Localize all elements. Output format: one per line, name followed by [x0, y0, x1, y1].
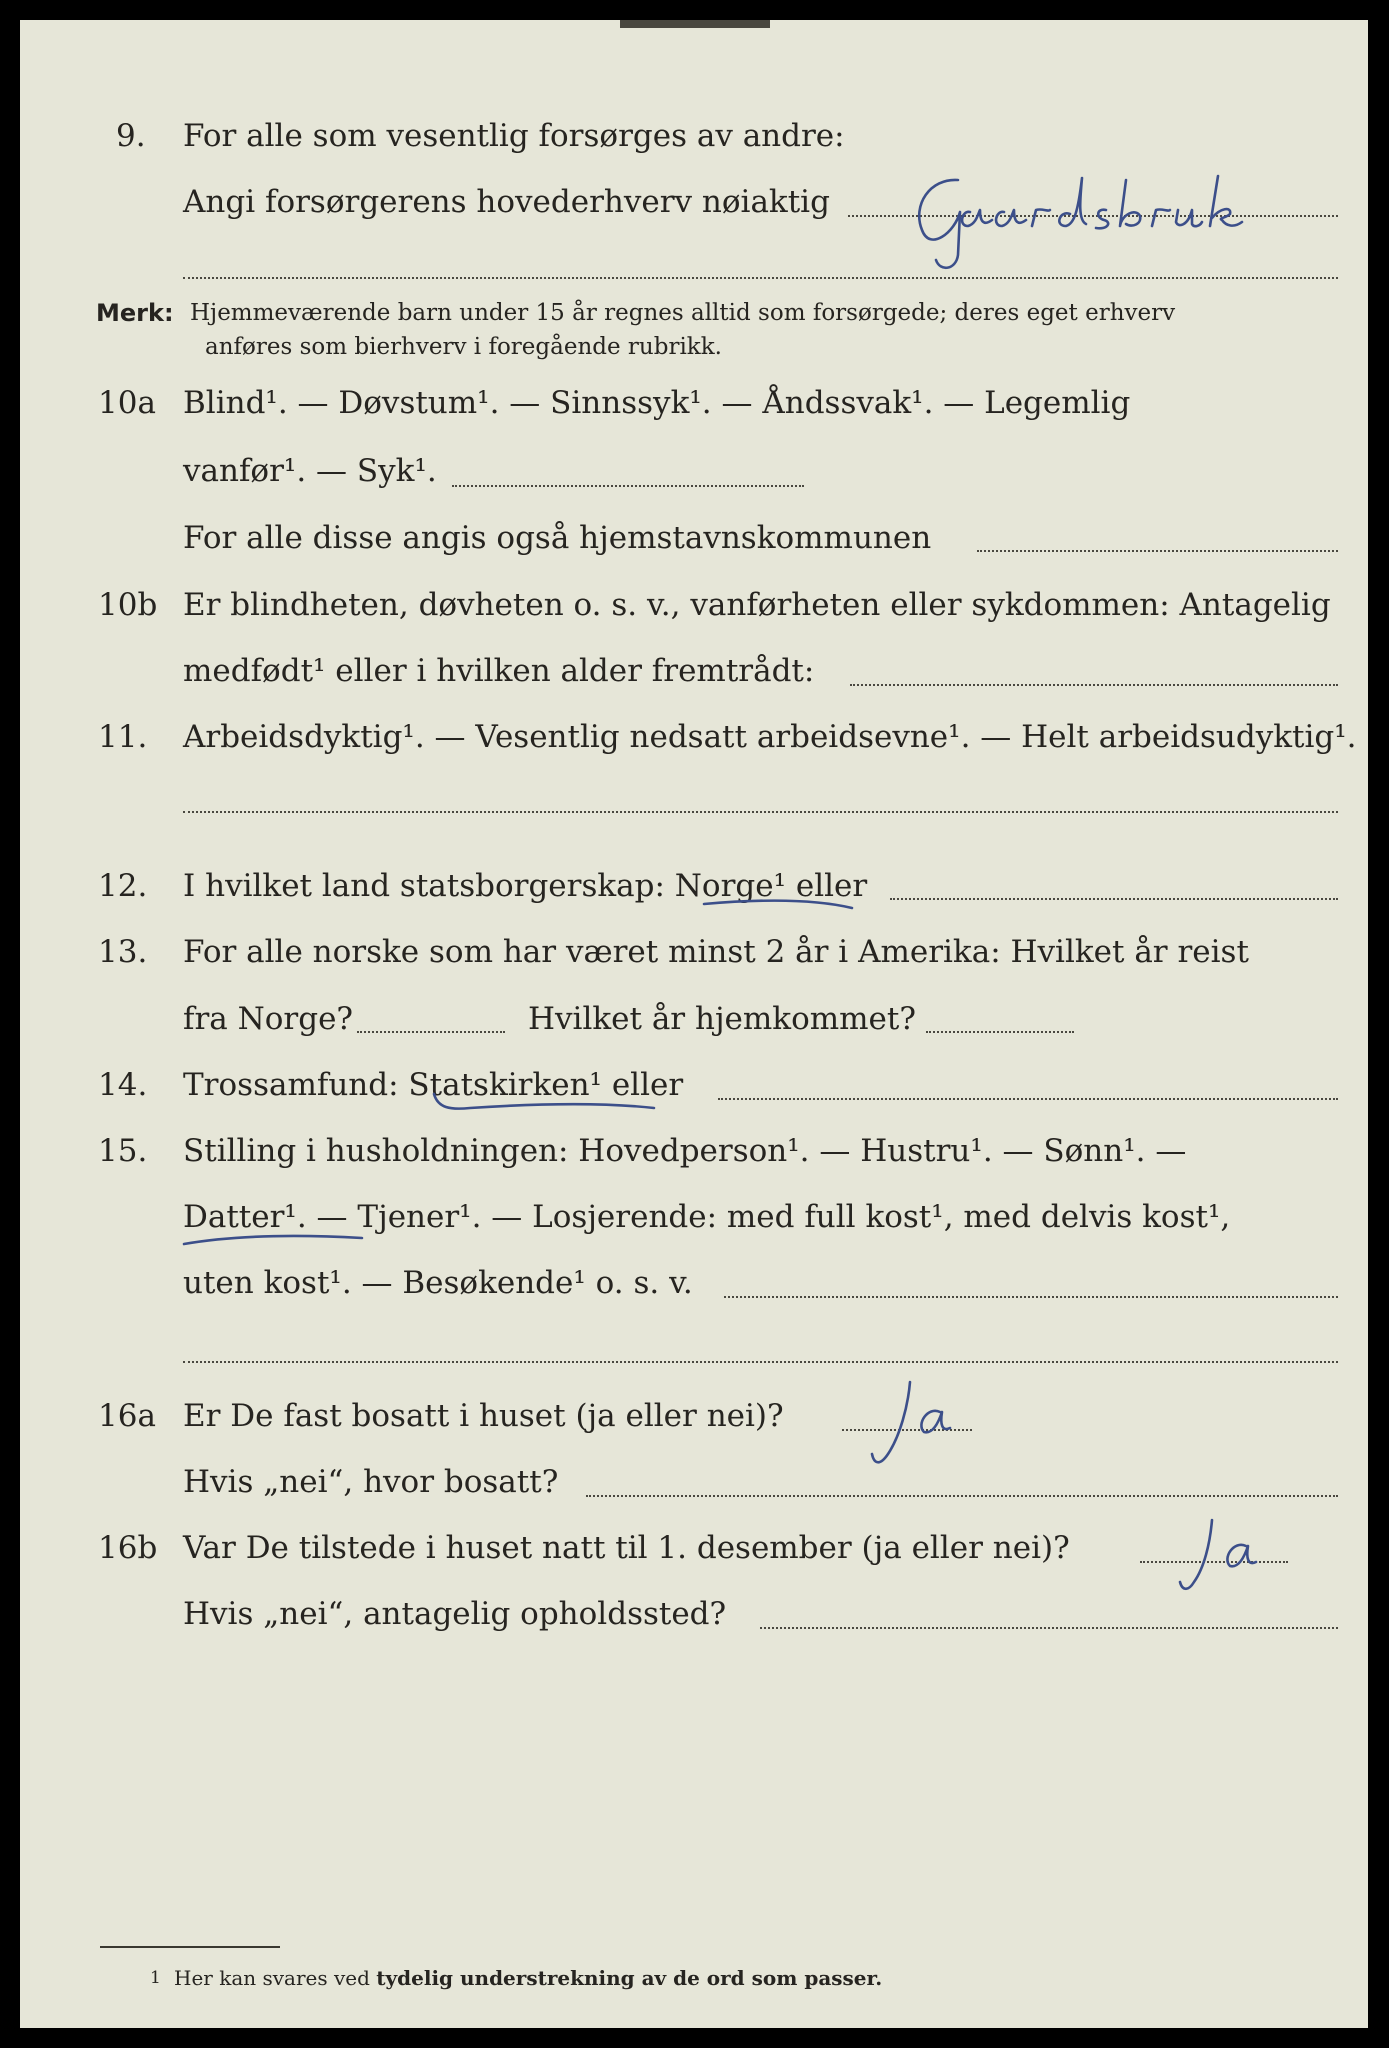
q16b-number: 16b [98, 1530, 158, 1566]
q15-text-line3: uten kost¹. — Besøkende¹ o. s. v. [183, 1265, 693, 1301]
q16b-handwritten-answer [1160, 1510, 1300, 1610]
q10b-text-line2: medfødt¹ eller i hvilken alder fremtrådt: [183, 653, 815, 689]
q10a-answer-line [452, 485, 804, 487]
q10a-text-line2: vanfør¹. — Syk¹. [183, 453, 437, 489]
merk-label: Merk: [96, 299, 174, 327]
q12-answer-line [890, 898, 1338, 900]
q15-number: 15. [98, 1133, 148, 1169]
q10b-number: 10b [98, 587, 158, 623]
q16a-location-line [586, 1495, 1338, 1497]
footnote-text-b: tydelig understrekning av de ord som passer. [376, 1966, 883, 1990]
page-top-mark [620, 20, 770, 28]
q14-number: 14. [98, 1067, 148, 1103]
q16a-text-line1: Er De fast bosatt i huset (ja eller nei)? [183, 1398, 784, 1434]
q9-text-line1: For alle som vesentlig forsørges av andre: [183, 118, 845, 154]
q10b-answer-line [850, 684, 1338, 686]
q16a-number: 16a [98, 1398, 156, 1434]
footnote-mark: 1 [150, 1968, 161, 1988]
q11-text-line1: Arbeidsdyktig¹. — Vesentlig nedsatt arbeidsevne¹. — Helt arbeidsudyktig¹. [183, 719, 1357, 755]
footnote-text-a: Her kan svares ved [174, 1966, 377, 1990]
footnote-rule [100, 1946, 280, 1948]
q9-handwritten-answer [900, 160, 1340, 270]
q11-answer-line [183, 811, 1338, 813]
q12-number: 12. [98, 868, 148, 904]
q13-text-line1: For alle norske som har været minst 2 år i Amerika: Hvilket år reist [183, 934, 1249, 970]
q10a-hometown-line [977, 550, 1338, 552]
q13-number: 13. [98, 934, 148, 970]
q12-norge-underline [700, 890, 860, 920]
q10a-number: 10a [98, 385, 156, 421]
merk-text-line2: anføres som bierhverv i foregående rubrikk. [205, 334, 722, 360]
q16a-text-line2: Hvis „nei“, hvor bosatt? [183, 1464, 559, 1500]
q16b-text-line1: Var De tilstede i huset natt til 1. desember (ja eller nei)? [183, 1530, 1070, 1566]
q9-number: 9. [116, 118, 146, 154]
q13-text-line2a: fra Norge? [183, 1001, 354, 1037]
q15-text-line1: Stilling i husholdningen: Hovedperson¹. — Hustru¹. — Sønn¹. — [183, 1133, 1187, 1169]
q14-statskirken-underline [430, 1086, 660, 1120]
q15-text-line2: Datter¹. — Tjener¹. — Losjerende: med full kost¹, med delvis kost¹, [183, 1199, 1231, 1235]
q16b-text-line2: Hvis „nei“, antagelig opholdssted? [183, 1596, 727, 1632]
q12-text-line1: I hvilket land statsborgerskap: Norge¹ eller [183, 868, 868, 904]
q15-second-line [183, 1361, 1338, 1363]
q14-text-line1: Trossamfund: Statskirken¹ eller [183, 1067, 684, 1103]
q15-datter-underline [180, 1224, 370, 1254]
q13-return-line [926, 1031, 1074, 1033]
q13-departure-line [357, 1031, 505, 1033]
q10a-text-line3: For alle disse angis også hjemstavnskommunen [183, 520, 932, 556]
q10b-text-line1: Er blindheten, døvheten o. s. v., vanførheten eller sykdommen: Antagelig [183, 587, 1331, 623]
q14-answer-line [718, 1098, 1338, 1100]
q13-text-line2b: Hvilket år hjemkommet? [528, 1001, 916, 1037]
q9-second-line [183, 277, 1338, 279]
q10a-text-line1: Blind¹. — Døvstum¹. — Sinnssyk¹. — Åndssvak¹. — Legemlig [183, 385, 1131, 421]
q16b-location-line [760, 1627, 1338, 1629]
q9-text-line2: Angi forsørgerens hovederhverv nøiaktig [183, 184, 830, 220]
q15-answer-line [724, 1296, 1338, 1298]
q11-number: 11. [98, 719, 148, 755]
q16a-handwritten-answer [850, 1376, 990, 1476]
footnote-text [174, 1963, 882, 1993]
census-form-page [20, 20, 1368, 2028]
merk-text-line1: Hjemmeværende barn under 15 år regnes alltid som forsørgede; deres eget erhverv [190, 300, 1176, 326]
